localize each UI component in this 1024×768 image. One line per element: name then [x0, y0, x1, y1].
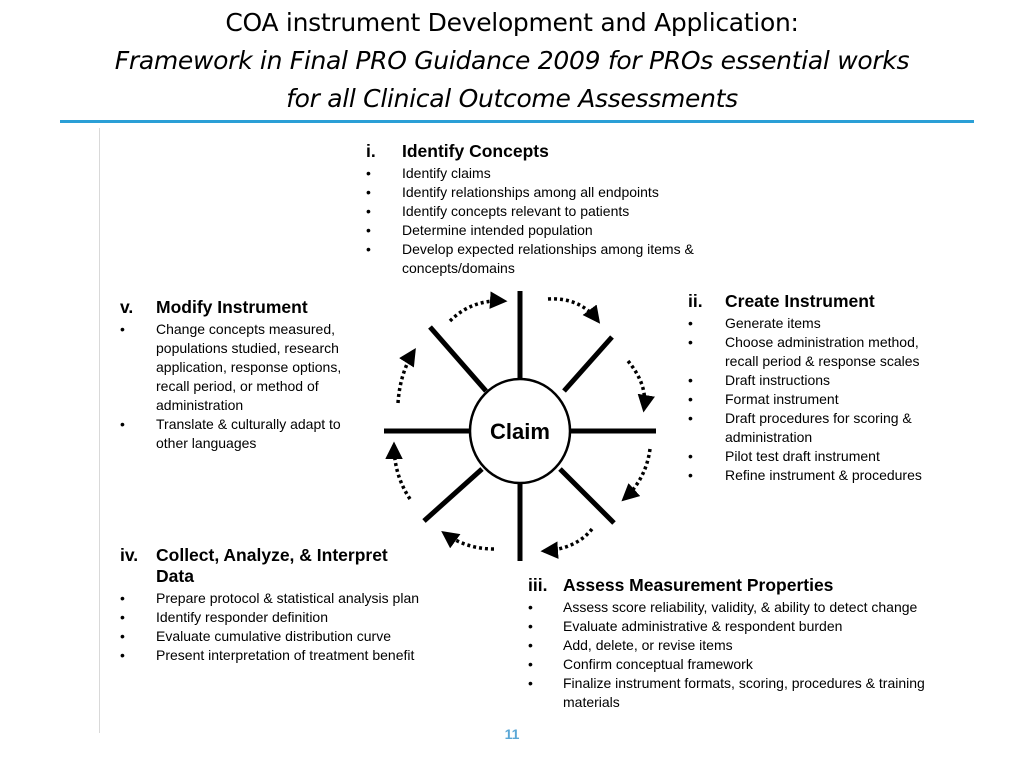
- arrow-left-lower: [394, 445, 410, 499]
- title-rule: [60, 120, 974, 123]
- spoke-top-left: [430, 327, 486, 391]
- list-item-text: Confirm conceptual framework: [563, 656, 753, 672]
- list-item-text: Identify responder definition: [156, 609, 328, 625]
- step-number: v.: [120, 297, 134, 317]
- step-items: [366, 164, 766, 278]
- step-items: [120, 320, 360, 453]
- list-item-text: Change concepts measured, populations studied, research application, response options, recall period, or method of administration: [156, 321, 342, 413]
- list-item: [120, 589, 420, 608]
- claim-cycle-diagram: [380, 285, 660, 565]
- step-heading: [366, 141, 766, 162]
- list-item-text: Draft instructions: [725, 372, 831, 388]
- bullet: •: [120, 321, 125, 337]
- arrow-top-left: [450, 301, 504, 321]
- step-heading: [120, 297, 360, 318]
- list-item: [366, 240, 766, 278]
- step-title: Identify Concepts: [402, 141, 549, 161]
- list-item-text: Evaluate administrative & respondent burden: [563, 618, 843, 634]
- bullet: •: [528, 599, 533, 615]
- step-heading: [528, 575, 948, 596]
- bullet: •: [366, 222, 371, 238]
- list-item: [120, 646, 420, 665]
- step-title: Create Instrument: [725, 291, 875, 311]
- bullet: •: [528, 618, 533, 634]
- list-item-text: Add, delete, or revise items: [563, 637, 733, 653]
- list-item: [688, 447, 928, 466]
- list-item: [688, 333, 928, 371]
- list-item-text: Draft procedures for scoring & administration: [725, 410, 912, 445]
- arrow-right-upper: [628, 361, 645, 409]
- list-item-text: Format instrument: [725, 391, 839, 407]
- bullet: •: [366, 165, 371, 181]
- list-item-text: Refine instrument & procedures: [725, 467, 922, 483]
- bullet: •: [688, 391, 693, 407]
- step-collect-analyze-interpret: [120, 545, 420, 665]
- step-number: iii.: [528, 575, 548, 595]
- bullet: •: [120, 590, 125, 606]
- list-item: [688, 390, 928, 409]
- spoke-bottom-right: [560, 469, 614, 523]
- spoke-bottom-left: [424, 469, 482, 521]
- list-item: [688, 314, 928, 333]
- bullet: •: [366, 203, 371, 219]
- bullet: •: [688, 467, 693, 483]
- list-item-text: Choose administration method, recall period & response scales: [725, 334, 920, 369]
- list-item-text: Assess score reliability, validity, & ability to detect change: [563, 599, 918, 615]
- arrow-right-lower: [624, 449, 650, 499]
- list-item-text: Prepare protocol & statistical analysis plan: [156, 590, 420, 606]
- arrow-left-upper: [398, 351, 414, 403]
- step-heading: [120, 545, 420, 587]
- step-number: iv.: [120, 545, 139, 565]
- step-items: [528, 598, 948, 712]
- list-item: [528, 598, 948, 617]
- list-item: [120, 415, 360, 453]
- step-number: ii.: [688, 291, 703, 311]
- bullet: •: [120, 628, 125, 644]
- list-item: [528, 617, 948, 636]
- left-margin-line: [99, 128, 100, 733]
- bullet: •: [688, 448, 693, 464]
- title-line-3: for all Clinical Outcome Assessments: [286, 84, 738, 113]
- list-item-text: Determine intended population: [402, 222, 593, 238]
- bullet: •: [528, 675, 533, 691]
- list-item-text: Evaluate cumulative distribution curve: [156, 628, 392, 644]
- step-items: [688, 314, 928, 485]
- bullet: •: [366, 241, 371, 257]
- list-item: [688, 466, 928, 485]
- arrow-bottom-right: [544, 529, 592, 551]
- list-item-text: Translate & culturally adapt to other languages: [156, 416, 341, 451]
- step-modify-instrument: [120, 297, 360, 453]
- list-item: [688, 409, 928, 447]
- page-number: 11: [504, 726, 520, 742]
- list-item-text: Develop expected relationships among items & concepts/domains: [402, 241, 694, 276]
- bullet: •: [120, 647, 125, 663]
- bullet: •: [528, 637, 533, 653]
- bullet: •: [528, 656, 533, 672]
- arrow-top-right: [548, 299, 598, 321]
- bullet: •: [120, 609, 125, 625]
- claim-label: Claim: [490, 419, 550, 444]
- title-line-1: COA instrument Development and Application:: [225, 8, 799, 37]
- bullet: •: [688, 334, 693, 350]
- list-item-text: Identify relationships among all endpoints: [402, 184, 659, 200]
- list-item: [688, 371, 928, 390]
- bullet: •: [688, 315, 693, 331]
- title-line-2: Framework in Final PRO Guidance 2009 for PROs essential works: [114, 46, 910, 75]
- step-create-instrument: [688, 291, 928, 485]
- arrow-bottom-left: [444, 533, 494, 549]
- list-item: [528, 674, 948, 712]
- bullet: •: [688, 410, 693, 426]
- step-title: Collect, Analyze, & Interpret Data: [156, 545, 388, 586]
- bullet: •: [120, 416, 125, 432]
- list-item: [120, 320, 360, 415]
- step-title: Modify Instrument: [156, 297, 308, 317]
- list-item: [120, 627, 420, 646]
- list-item: [120, 608, 420, 627]
- list-item-text: Identify claims: [402, 165, 491, 181]
- list-item: [366, 183, 766, 202]
- spoke-top-right: [564, 337, 612, 391]
- list-item: [366, 164, 766, 183]
- list-item: [366, 221, 766, 240]
- slide-title: [0, 4, 1024, 118]
- list-item: [366, 202, 766, 221]
- step-items: [120, 589, 420, 665]
- bullet: •: [366, 184, 371, 200]
- list-item-text: Pilot test draft instrument: [725, 448, 880, 464]
- step-assess-measurement-properties: [528, 575, 948, 712]
- step-title: Assess Measurement Properties: [563, 575, 834, 595]
- step-heading: [688, 291, 928, 312]
- list-item: [528, 636, 948, 655]
- step-number: i.: [366, 141, 376, 161]
- list-item-text: Finalize instrument formats, scoring, procedures & training materials: [563, 675, 925, 710]
- bullet: •: [688, 372, 693, 388]
- list-item: [528, 655, 948, 674]
- list-item-text: Present interpretation of treatment benefit: [156, 647, 415, 663]
- step-identify-concepts: [366, 141, 766, 278]
- list-item-text: Identify concepts relevant to patients: [402, 203, 630, 219]
- list-item-text: Generate items: [725, 315, 821, 331]
